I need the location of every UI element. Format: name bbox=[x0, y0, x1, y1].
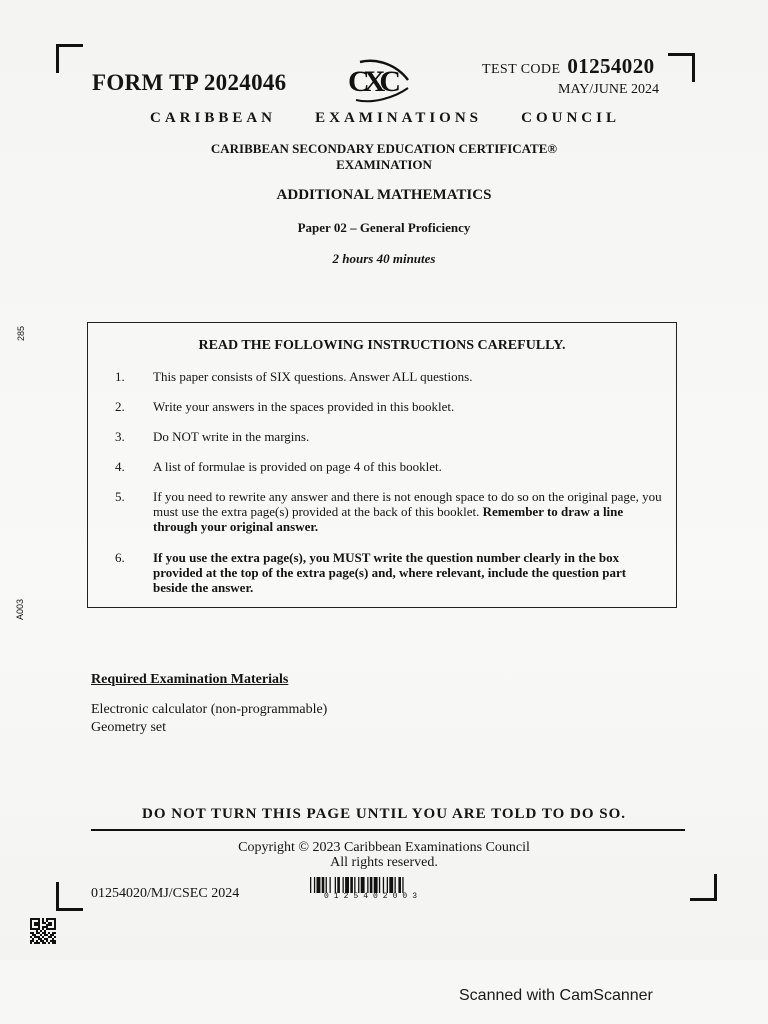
exam-session: MAY/JUNE 2024 bbox=[558, 82, 659, 97]
instruction-number: 2. bbox=[115, 399, 125, 414]
margin-mark-top: 285 bbox=[16, 325, 26, 341]
qr-code-icon bbox=[30, 918, 56, 944]
exam-duration: 2 hours 40 minutes bbox=[332, 251, 436, 266]
copyright-line-1: Copyright © 2023 Caribbean Examinations Council bbox=[238, 840, 530, 855]
subject-title: ADDITIONAL MATHEMATICS bbox=[276, 187, 492, 203]
instructions-title: READ THE FOLLOWING INSTRUCTIONS CAREFULLY. bbox=[198, 338, 566, 353]
corner-mark-top-right bbox=[668, 53, 695, 82]
instruction-text: Do NOT write in the margins. bbox=[153, 429, 310, 444]
instructions-box bbox=[87, 322, 677, 608]
test-code-value: 01254020 bbox=[567, 54, 655, 78]
corner-mark-bottom-right bbox=[690, 874, 717, 901]
material-item: Electronic calculator (non-programmable) bbox=[91, 702, 328, 717]
materials-title: Required Examination Materials bbox=[91, 672, 289, 687]
barcode-icon bbox=[310, 877, 468, 893]
instruction-text: This paper consists of SIX questions. Answer ALL questions. bbox=[153, 369, 473, 384]
camscanner-watermark: Scanned with CamScanner bbox=[459, 987, 653, 1004]
corner-mark-top-left bbox=[56, 44, 83, 73]
certificate-line-1: CARIBBEAN SECONDARY EDUCATION CERTIFICATE® bbox=[210, 141, 558, 156]
instruction-number: 3. bbox=[115, 429, 125, 444]
instruction-text-block bbox=[153, 489, 663, 534]
divider-rule bbox=[91, 829, 685, 831]
corner-mark-bottom-left bbox=[56, 882, 83, 911]
certificate-line-2: EXAMINATION bbox=[336, 157, 432, 172]
instruction-emphasis: Remember to draw a line through your original answer. bbox=[153, 504, 624, 534]
margin-mark-bottom: A003 bbox=[15, 598, 25, 620]
instruction-text: Write your answers in the spaces provided in this booklet. bbox=[153, 399, 455, 414]
instruction-number: 6. bbox=[115, 550, 125, 565]
paper-title: Paper 02 – General Proficiency bbox=[297, 220, 471, 235]
instruction-number: 1. bbox=[115, 369, 125, 384]
test-code-label: TEST CODE bbox=[482, 62, 561, 77]
material-item: Geometry set bbox=[91, 720, 167, 735]
instruction-text: If you use the extra page(s), you MUST write the question number clearly in the box provided at the top of the extra page(s) and, where relevant, include the question part beside the answer. bbox=[153, 550, 627, 595]
copyright bbox=[0, 840, 768, 870]
council-word: EXAMINATIONS bbox=[315, 110, 483, 126]
council-word: COUNCIL bbox=[521, 110, 620, 126]
instruction-text: A list of formulae is provided on page 4 of this booklet. bbox=[153, 459, 442, 474]
cxc-logo-text: CXC bbox=[348, 65, 395, 98]
test-code bbox=[482, 54, 655, 79]
council-word: CARIBBEAN bbox=[150, 110, 277, 126]
instruction-text: If you need to rewrite any answer and there is not enough space to do so on the original page, you must use the extra page(s) provided at the back of this booklet. bbox=[153, 489, 662, 519]
barcode-digits: 0125402003 bbox=[324, 892, 423, 901]
form-code: FORM TP 2024046 bbox=[92, 70, 287, 95]
instruction-number: 4. bbox=[115, 459, 125, 474]
certificate-title bbox=[0, 141, 768, 173]
footer-code: 01254020/MJ/CSEC 2024 bbox=[91, 886, 240, 901]
council-name bbox=[150, 110, 620, 127]
do-not-turn-warning: DO NOT TURN THIS PAGE UNTIL YOU ARE TOLD TO DO SO. bbox=[141, 806, 626, 822]
instruction-number: 5. bbox=[115, 489, 125, 504]
cxc-logo bbox=[346, 58, 414, 104]
copyright-line-2: All rights reserved. bbox=[330, 855, 438, 870]
